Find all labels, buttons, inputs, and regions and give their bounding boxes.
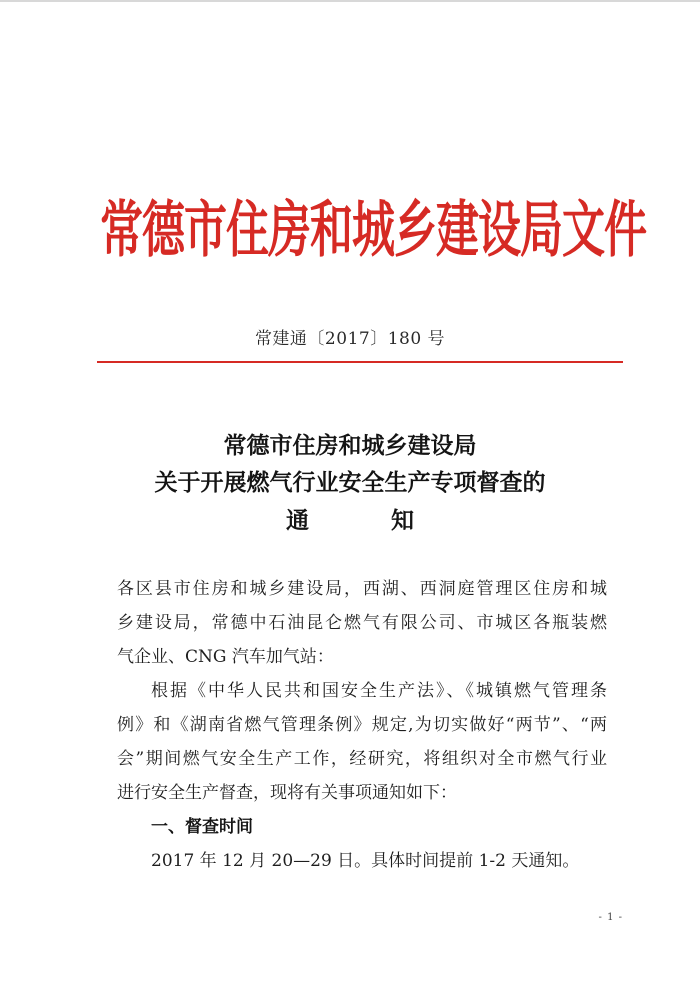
section-text-inspection-time: 2017 年 12 月 20—29 日。具体时间提前 1-2 天通知。 xyxy=(151,851,580,871)
body-line: 进行安全生产督查，现将有关事项通知如下： xyxy=(117,783,457,803)
notice-title-line1: 常德市住房和城乡建设局 xyxy=(223,432,477,459)
notice-title-char-left: 通 xyxy=(286,507,309,534)
notice-title-line3 xyxy=(0,502,700,535)
recipients-paragraph xyxy=(117,572,607,674)
section-heading-inspection-time: 一、督查时间 xyxy=(151,817,253,837)
page-number: - 1 - xyxy=(598,912,623,923)
body-line: 会”期间燃气安全生产工作，经研究，将组织对全市燃气行业 xyxy=(117,749,607,769)
recipients-line: 气企业、CNG 汽车加气站： xyxy=(117,647,334,667)
notice-title-char-right: 知 xyxy=(391,507,414,534)
body-paragraph xyxy=(117,674,607,810)
body-line: 例》和《湖南省燃气管理条例》规定,为切实做好“两节”、“两 xyxy=(117,715,607,735)
document-number: 常建通〔2017〕180 号 xyxy=(254,329,446,349)
page-top-edge xyxy=(0,0,700,2)
recipients-line: 各区县市住房和城乡建设局，西湖、西洞庭管理区住房和城 xyxy=(117,579,607,599)
red-divider-line xyxy=(97,361,623,363)
recipients-line: 乡建设局，常德中石油昆仑燃气有限公司、市城区各瓶装燃 xyxy=(117,613,607,633)
document-header-title: 常德市住房和城乡建设局文件 xyxy=(100,195,646,267)
body-line: 根据《中华人民共和国安全生产法》、《城镇燃气管理条 xyxy=(151,681,607,701)
notice-title-line2: 关于开展燃气行业安全生产专项督查的 xyxy=(154,469,546,496)
